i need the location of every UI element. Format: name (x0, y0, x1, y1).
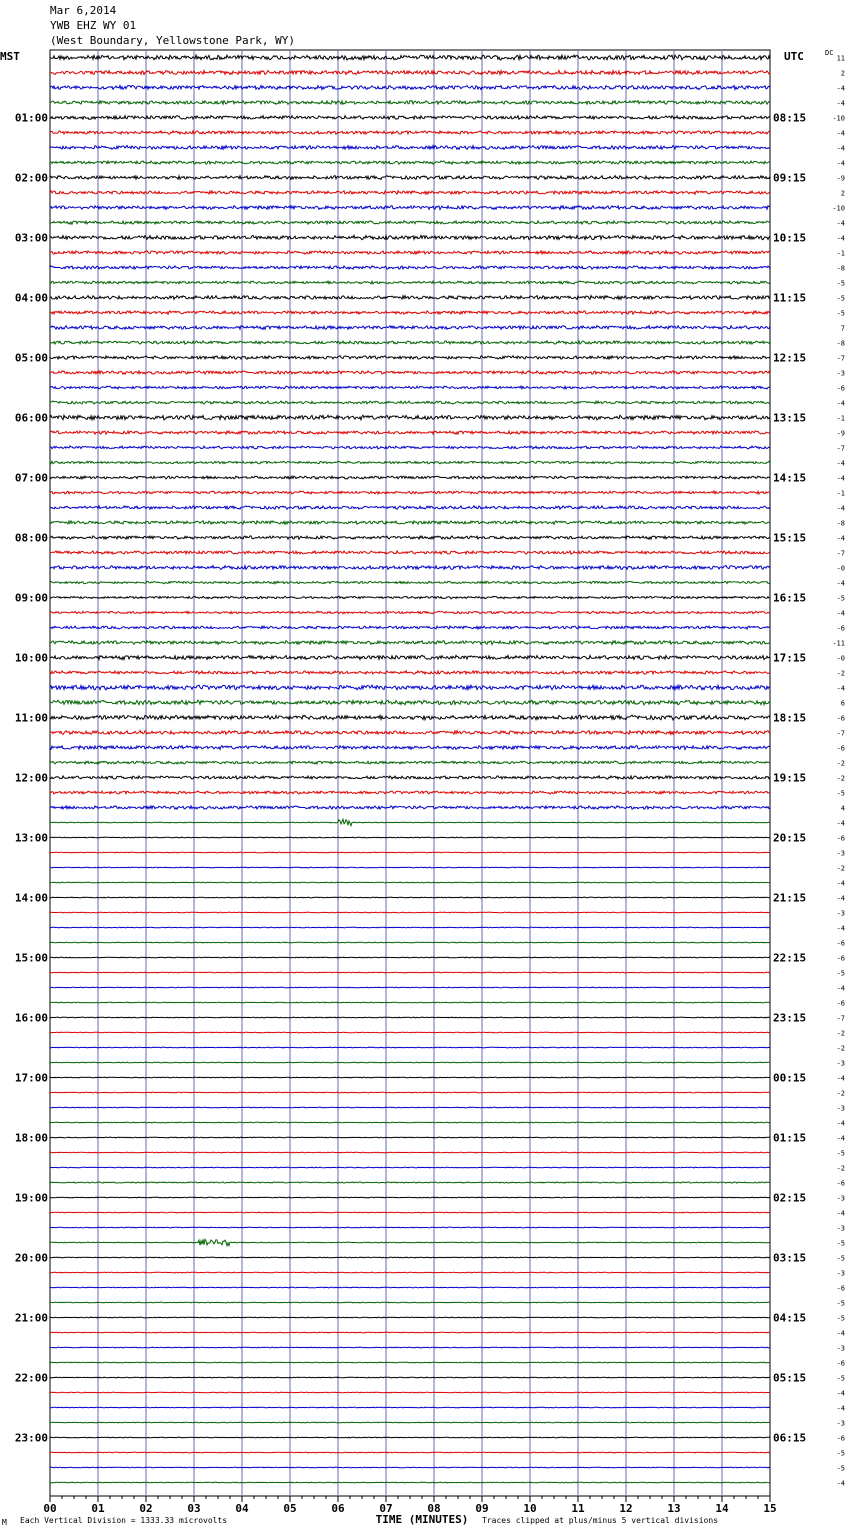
dc-offset-label: -3 (836, 1269, 845, 1278)
seismic-trace (50, 86, 770, 90)
dc-offset-label: -4 (836, 684, 845, 693)
seismic-trace (50, 715, 770, 720)
left-hour-label: 07:00 (14, 471, 48, 485)
seismic-trace (50, 1272, 770, 1273)
left-hour-label: 02:00 (14, 171, 48, 185)
dc-offset-label: -5 (836, 1239, 845, 1248)
dc-offset-label: 6 (840, 699, 845, 708)
dc-offset-label: -0 (836, 564, 845, 573)
dc-offset-label: -4 (836, 1389, 845, 1398)
dc-offset-label: -7 (836, 444, 845, 453)
x-tick-label: 04 (235, 1502, 249, 1515)
seismic-trace (50, 1317, 770, 1318)
dc-offset-label: -5 (836, 1449, 845, 1458)
right-hour-label: 09:15 (773, 171, 807, 185)
right-hour-label: 10:15 (773, 231, 807, 245)
seismic-trace (50, 116, 770, 120)
dc-offset-label: -4 (836, 984, 845, 993)
dc-offset-label: -4 (836, 819, 845, 828)
seismic-trace (50, 761, 770, 764)
seismic-trace (50, 371, 770, 374)
dc-offset-label: -7 (836, 549, 845, 558)
seismic-trace (50, 521, 770, 524)
date-label: Mar 6,2014 (50, 4, 117, 17)
dc-offset-label: -4 (836, 129, 845, 138)
right-hour-label: 23:15 (773, 1011, 807, 1025)
dc-offset-label: -8 (836, 339, 845, 348)
seismic-trace (50, 1287, 770, 1288)
seismic-trace (50, 1017, 770, 1018)
station-label: YWB EHZ WY 01 (50, 19, 137, 32)
x-tick-label: 00 (43, 1502, 57, 1515)
dc-offset-label: -4 (836, 1404, 845, 1413)
left-hour-label: 12:00 (14, 771, 48, 785)
dc-offset-label: -3 (836, 1344, 845, 1353)
seismic-trace (50, 819, 770, 825)
seismic-trace (50, 1227, 770, 1228)
seismic-trace (50, 251, 770, 254)
dc-offset-label: -5 (836, 1374, 845, 1383)
footer-mark: M (2, 1518, 7, 1527)
left-hour-label: 08:00 (14, 531, 48, 545)
seismic-trace (50, 266, 770, 269)
seismic-trace (50, 1467, 770, 1468)
seismic-trace (50, 1347, 770, 1348)
seismic-trace (50, 581, 770, 584)
dc-label: DC (825, 49, 834, 57)
dc-offset-label: -4 (836, 219, 845, 228)
dc-offset-label: -1 (836, 489, 845, 498)
seismic-trace (50, 1239, 770, 1245)
right-hour-label: 21:15 (773, 891, 807, 905)
left-hour-label: 03:00 (14, 231, 48, 245)
seismic-trace (50, 55, 770, 60)
dc-offset-label: -6 (836, 1359, 845, 1368)
seismic-trace (50, 1092, 770, 1093)
dc-offset-label: -4 (836, 1119, 845, 1128)
dc-offset-label: -10 (832, 114, 845, 123)
x-tick-label: 09 (475, 1502, 489, 1515)
dc-offset-label: -4 (836, 579, 845, 588)
right-hour-label: 22:15 (773, 951, 807, 965)
dc-offset-label: -3 (836, 1419, 845, 1428)
x-tick-label: 06 (331, 1502, 345, 1515)
seismic-trace (50, 326, 770, 330)
left-hour-label: 15:00 (14, 951, 48, 965)
seismic-trace (50, 401, 770, 404)
dc-offset-label: -1 (836, 414, 845, 423)
right-hour-label: 03:15 (773, 1251, 807, 1265)
dc-offset-label: -3 (836, 1059, 845, 1068)
x-tick-label: 07 (379, 1502, 393, 1515)
right-hour-label: 00:15 (773, 1071, 807, 1085)
seismic-trace (50, 912, 770, 913)
right-hour-label: 14:15 (773, 471, 807, 485)
seismic-trace (50, 1032, 770, 1033)
footer-scale: Each Vertical Division = 1333.33 microvolts (20, 1516, 228, 1525)
seismic-trace (50, 1332, 770, 1333)
seismic-trace (50, 1122, 770, 1123)
left-hour-label: 22:00 (14, 1371, 48, 1385)
right-hour-label: 19:15 (773, 771, 807, 785)
seismic-trace (50, 1362, 770, 1363)
x-tick-label: 01 (91, 1502, 105, 1515)
seismic-trace (50, 566, 770, 570)
dc-offset-label: -2 (836, 774, 845, 783)
dc-offset-label: -3 (836, 849, 845, 858)
dc-offset-label: -3 (836, 909, 845, 918)
right-hour-label: 11:15 (773, 291, 807, 305)
seismic-trace (50, 1302, 770, 1303)
seismic-trace (50, 972, 770, 973)
dc-offset-label: 11 (836, 54, 845, 63)
seismic-trace (50, 1152, 770, 1153)
right-hour-label: 12:15 (773, 351, 807, 365)
dc-offset-label: 2 (840, 189, 845, 198)
dc-offset-label: -5 (836, 969, 845, 978)
dc-offset-label: -5 (836, 1254, 845, 1263)
x-tick-label: 13 (667, 1502, 681, 1515)
dc-offset-label: -2 (836, 1089, 845, 1098)
left-hour-label: 11:00 (14, 711, 48, 725)
dc-offset-label: -9 (836, 174, 845, 183)
dc-offset-label: -5 (836, 1314, 845, 1323)
dc-offset-label: -3 (836, 1194, 845, 1203)
dc-offset-label: -8 (836, 264, 845, 273)
left-hour-label: 16:00 (14, 1011, 48, 1025)
left-hour-label: 04:00 (14, 291, 48, 305)
seismic-trace (50, 746, 770, 750)
dc-offset-label: -4 (836, 609, 845, 618)
seismic-trace (50, 852, 770, 853)
dc-offset-label: -4 (836, 1479, 845, 1488)
dc-offset-label: -10 (832, 204, 845, 213)
dc-offset-label: -4 (836, 159, 845, 168)
dc-offset-label: -5 (836, 594, 845, 603)
dc-offset-label: -6 (836, 954, 845, 963)
dc-offset-label: -4 (836, 234, 845, 243)
seismic-trace (50, 1212, 770, 1213)
dc-offset-label: -5 (836, 294, 845, 303)
dc-offset-label: -7 (836, 729, 845, 738)
seismic-trace (50, 296, 770, 300)
dc-offset-label: -2 (836, 669, 845, 678)
seismic-trace (50, 491, 770, 494)
seismic-trace (50, 311, 770, 314)
dc-offset-label: -0 (836, 654, 845, 663)
seismic-trace (50, 700, 770, 705)
seismic-trace (50, 71, 770, 75)
x-tick-label: 10 (523, 1502, 537, 1515)
left-hour-label: 19:00 (14, 1191, 48, 1205)
seismic-trace (50, 1422, 770, 1423)
seismic-trace (50, 221, 770, 224)
dc-offset-label: -4 (836, 459, 845, 468)
dc-offset-label: -6 (836, 714, 845, 723)
seismic-trace (50, 1182, 770, 1183)
x-tick-label: 08 (427, 1502, 441, 1515)
left-hour-label: 23:00 (14, 1431, 48, 1445)
seismic-trace (50, 927, 770, 928)
right-timezone-label: UTC (784, 50, 804, 63)
dc-offset-label: -4 (836, 924, 845, 933)
seismic-trace (50, 641, 770, 645)
right-hour-label: 06:15 (773, 1431, 807, 1445)
dc-offset-label: -3 (836, 369, 845, 378)
dc-offset-label: 2 (840, 69, 845, 78)
dc-offset-label: -5 (836, 789, 845, 798)
right-hour-label: 17:15 (773, 651, 807, 665)
dc-offset-label: -3 (836, 1224, 845, 1233)
seismic-trace (50, 191, 770, 194)
dc-offset-label: -3 (836, 1104, 845, 1113)
dc-offset-label: -4 (836, 504, 845, 513)
dc-offset-label: -6 (836, 1434, 845, 1443)
x-tick-label: 15 (763, 1502, 777, 1515)
dc-offset-label: -6 (836, 939, 845, 948)
left-hour-label: 10:00 (14, 651, 48, 665)
seismic-trace (50, 461, 770, 464)
dc-offset-label: -7 (836, 1014, 845, 1023)
dc-offset-label: -4 (836, 1074, 845, 1083)
seismic-trace (50, 476, 770, 479)
seismic-trace (50, 685, 770, 690)
seismic-trace (50, 957, 770, 958)
x-axis-label: TIME (MINUTES) (375, 1513, 469, 1526)
x-tick-label: 12 (619, 1502, 633, 1515)
seismic-trace (50, 1197, 770, 1198)
dc-offset-label: -5 (836, 1299, 845, 1308)
seismic-trace (50, 942, 770, 943)
seismic-trace (50, 671, 770, 674)
seismic-trace (50, 431, 770, 434)
seismic-trace (50, 1407, 770, 1408)
left-hour-label: 01:00 (14, 111, 48, 125)
dc-offset-label: -2 (836, 759, 845, 768)
seismic-trace (50, 867, 770, 868)
left-hour-label: 18:00 (14, 1131, 48, 1145)
left-hour-label: 20:00 (14, 1251, 48, 1265)
dc-offset-label: -4 (836, 144, 845, 153)
seismic-trace (50, 536, 770, 539)
seismic-trace (50, 1377, 770, 1378)
dc-offset-label: 4 (840, 804, 845, 813)
dc-offset-label: -5 (836, 309, 845, 318)
right-hour-label: 08:15 (773, 111, 807, 125)
seismic-trace (50, 1077, 770, 1078)
right-hour-label: 20:15 (773, 831, 807, 845)
right-hour-label: 16:15 (773, 591, 807, 605)
seismic-trace (50, 161, 770, 164)
seismic-trace (50, 897, 770, 898)
footer-clip: Traces clipped at plus/minus 5 vertical divisions (482, 1516, 719, 1525)
right-hour-label: 15:15 (773, 531, 807, 545)
dc-offset-label: -5 (836, 279, 845, 288)
seismic-trace (50, 131, 770, 134)
dc-offset-label: -6 (836, 834, 845, 843)
x-tick-label: 03 (187, 1502, 201, 1515)
seismic-trace (50, 1452, 770, 1453)
dc-offset-label: -7 (836, 354, 845, 363)
dc-offset-label: -4 (836, 399, 845, 408)
left-hour-label: 21:00 (14, 1311, 48, 1325)
left-hour-label: 06:00 (14, 411, 48, 425)
dc-offset-label: 7 (840, 324, 845, 333)
dc-offset-label: -4 (836, 534, 845, 543)
left-hour-label: 17:00 (14, 1071, 48, 1085)
dc-offset-label: -11 (832, 639, 845, 648)
dc-offset-label: -8 (836, 519, 845, 528)
dc-offset-label: -6 (836, 384, 845, 393)
seismic-trace (50, 987, 770, 988)
location-label: (West Boundary, Yellowstone Park, WY) (50, 34, 296, 47)
left-hour-label: 13:00 (14, 831, 48, 845)
dc-offset-label: -4 (836, 474, 845, 483)
seismic-trace (50, 281, 770, 284)
x-tick-label: 05 (283, 1502, 297, 1515)
dc-offset-label: -2 (836, 1044, 845, 1053)
x-tick-label: 02 (139, 1502, 153, 1515)
seismic-trace (50, 837, 770, 838)
left-hour-label: 09:00 (14, 591, 48, 605)
dc-offset-label: -2 (836, 864, 845, 873)
dc-offset-label: -1 (836, 249, 845, 258)
seismic-trace (50, 1437, 770, 1438)
seismic-trace (50, 731, 770, 735)
seismic-trace (50, 791, 770, 794)
dc-offset-label: -4 (836, 84, 845, 93)
seismic-trace (50, 626, 770, 629)
seismic-trace (50, 1047, 770, 1048)
seismic-trace (50, 206, 770, 210)
left-hour-label: 05:00 (14, 351, 48, 365)
seismic-trace (50, 1392, 770, 1393)
left-timezone-label: MST (0, 50, 20, 63)
seismic-trace (50, 101, 770, 105)
seismic-trace (50, 1482, 770, 1483)
seismic-trace (50, 806, 770, 809)
seismic-trace (50, 655, 770, 659)
x-tick-label: 11 (571, 1502, 585, 1515)
dc-offset-label: -4 (836, 1209, 845, 1218)
seismic-trace (50, 1107, 770, 1108)
seismic-trace (50, 596, 770, 599)
dc-offset-label: -4 (836, 879, 845, 888)
dc-offset-label: -9 (836, 429, 845, 438)
right-hour-label: 18:15 (773, 711, 807, 725)
seismic-trace (50, 551, 770, 554)
seismic-trace (50, 415, 770, 420)
dc-offset-label: -2 (836, 1164, 845, 1173)
x-tick-label: 14 (715, 1502, 729, 1515)
seismic-trace (50, 341, 770, 344)
dc-offset-label: -4 (836, 99, 845, 108)
right-hour-label: 02:15 (773, 1191, 807, 1205)
seismic-trace (50, 356, 770, 359)
right-hour-label: 13:15 (773, 411, 807, 425)
seismic-trace (50, 1062, 770, 1063)
dc-offset-label: -6 (836, 744, 845, 753)
dc-offset-label: -2 (836, 1029, 845, 1038)
dc-offset-label: -5 (836, 1464, 845, 1473)
dc-offset-label: -6 (836, 1284, 845, 1293)
seismic-trace (50, 446, 770, 449)
seismic-trace (50, 1167, 770, 1168)
dc-offset-label: -6 (836, 624, 845, 633)
seismic-trace (50, 386, 770, 389)
seismic-trace (50, 176, 770, 180)
right-hour-label: 04:15 (773, 1311, 807, 1325)
seismic-trace (50, 1137, 770, 1138)
right-hour-label: 01:15 (773, 1131, 807, 1145)
seismic-trace (50, 1257, 770, 1258)
seismic-trace (50, 146, 770, 150)
right-hour-label: 05:15 (773, 1371, 807, 1385)
dc-offset-label: -4 (836, 894, 845, 903)
dc-offset-label: -4 (836, 1134, 845, 1143)
dc-offset-label: -4 (836, 1329, 845, 1338)
dc-offset-label: -5 (836, 1149, 845, 1158)
seismic-trace (50, 776, 770, 779)
dc-offset-label: -6 (836, 1179, 845, 1188)
seismic-trace (50, 235, 770, 239)
seismic-trace (50, 611, 770, 614)
left-hour-label: 14:00 (14, 891, 48, 905)
seismic-trace (50, 1002, 770, 1003)
dc-offset-label: -6 (836, 999, 845, 1008)
seismic-trace (50, 882, 770, 883)
seismic-trace (50, 506, 770, 509)
